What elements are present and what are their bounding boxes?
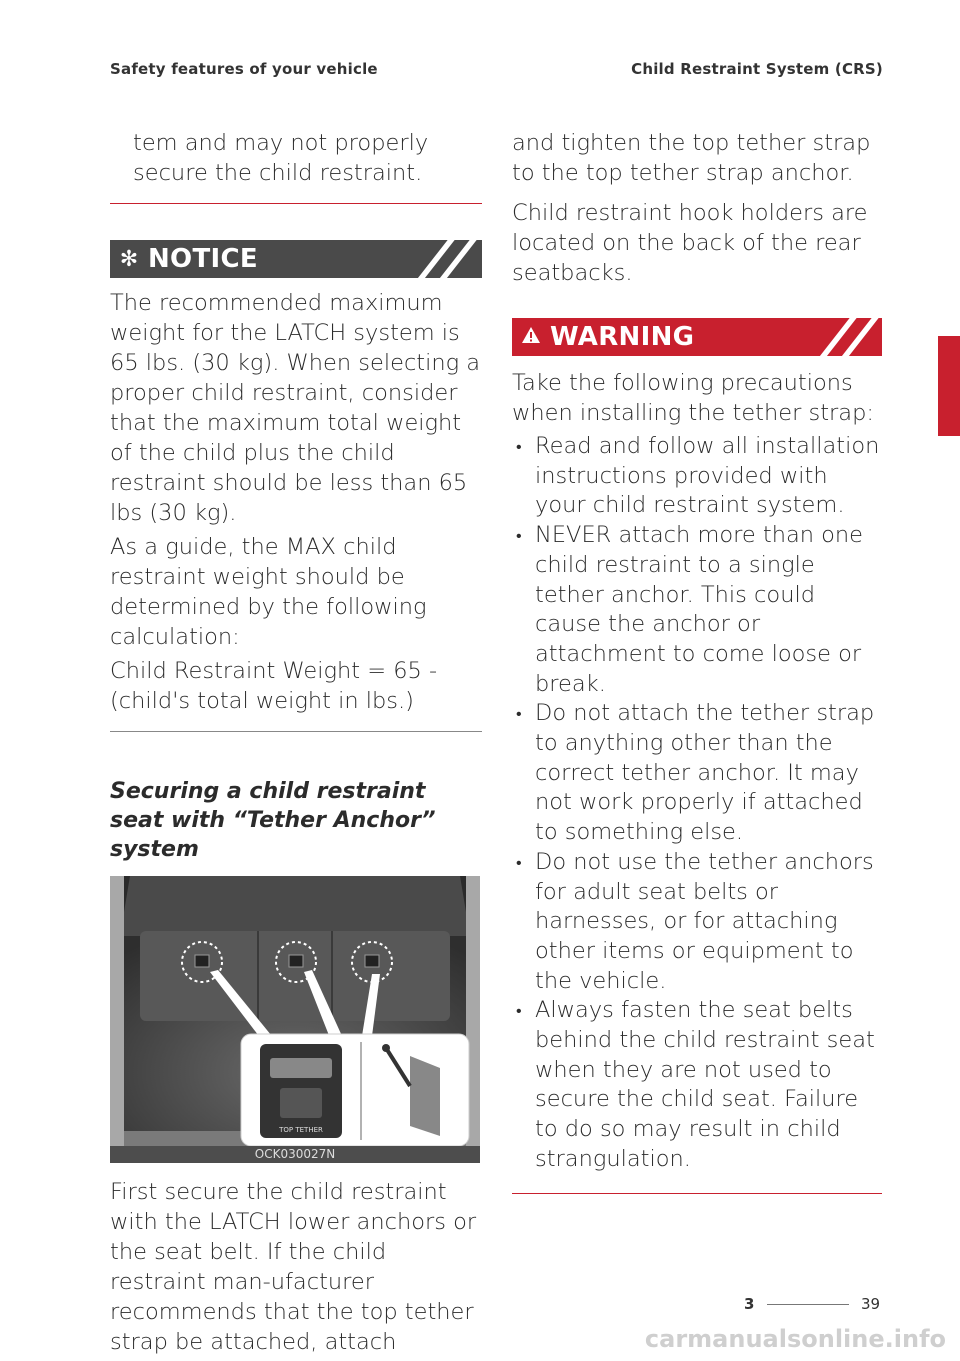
notice-body: [110, 288, 482, 716]
notice-banner: [110, 240, 482, 278]
tether-instructions: First secure the child restraint with the LATCH lower anchors or the seat belt. If the child restraint man-ufacturer recommends that the top tether strap be attached, attach: [110, 1179, 477, 1355]
list-item: • Do not use the tether anchors for adult seat belts or harnesses, or for attaching other items or equipment to the vehicle.: [512, 848, 884, 997]
continued-text: tem and may not properly secure the child restraint.: [133, 130, 429, 186]
list-item: • Always fasten the seat belts behind the child restraint seat when they are not used to secure the child seat. Failure to do so may result in child strangulation.: [512, 996, 884, 1174]
warning-banner: [512, 318, 882, 356]
watermark: carmanualsonline.info: [644, 1325, 946, 1353]
warning-title: WARNING: [550, 322, 695, 352]
footer-divider: [767, 1304, 849, 1305]
warning-end-rule: [512, 1193, 882, 1194]
running-header-right: Child Restraint System (CRS): [631, 60, 883, 78]
running-header-left: Safety features of your vehicle: [110, 60, 378, 78]
cargo-illustration: [110, 876, 480, 1163]
warning-triangle-icon: [512, 325, 550, 350]
list-item: • Do not attach the tether strap to anything other than the correct tether anchor. It may not work properly if attached to something else.: [512, 699, 884, 848]
hook-holders-text: Child restraint hook holders are located on the back of the rear seatbacks.: [512, 200, 868, 286]
notice-title: NOTICE: [148, 244, 258, 274]
asterisk-icon: ✻: [119, 246, 139, 272]
notice-formula: Child Restraint Weight = 65 - (child's total weight in lbs.): [110, 658, 438, 714]
footer-section: 3: [744, 1295, 755, 1313]
section-heading: Securing a child restraint seat with “Tether Anchor” system: [110, 779, 436, 862]
figure-caption: OCK030027N: [110, 1146, 480, 1163]
list-item: • Read and follow all installation instructions provided with your child restraint system.: [512, 432, 884, 521]
notice-paragraph: As a guide, the MAX child restraint weight should be determined by the following calculation:: [110, 534, 427, 650]
chapter-number: 3: [939, 412, 951, 432]
tether-continued: and tighten the top tether strap to the top tether strap anchor.: [512, 130, 871, 186]
inset-label: TOP TETHER: [279, 1126, 323, 1134]
notice-paragraph: The recommended maximum weight for the LATCH system is 65 lbs. (30 kg). When selecting a proper child restraint, consider that the maximum total weight of the child plus the child restraint should be less than 65 lbs (30 kg).: [110, 290, 481, 526]
warning-intro: Take the following precautions when installing the tether strap:: [512, 370, 874, 426]
page-number: 39: [861, 1295, 881, 1313]
cargo-area-figure: [110, 876, 480, 1163]
left-column: [110, 128, 482, 1357]
list-item: • NEVER attach more than one child restraint to a single tether anchor. This could cause the anchor or attachment to come loose or break.: [512, 521, 884, 699]
right-column: [512, 128, 884, 1194]
warning-end-rule: [110, 203, 482, 204]
notice-end-rule: [110, 731, 482, 732]
warning-list: [512, 432, 884, 1175]
